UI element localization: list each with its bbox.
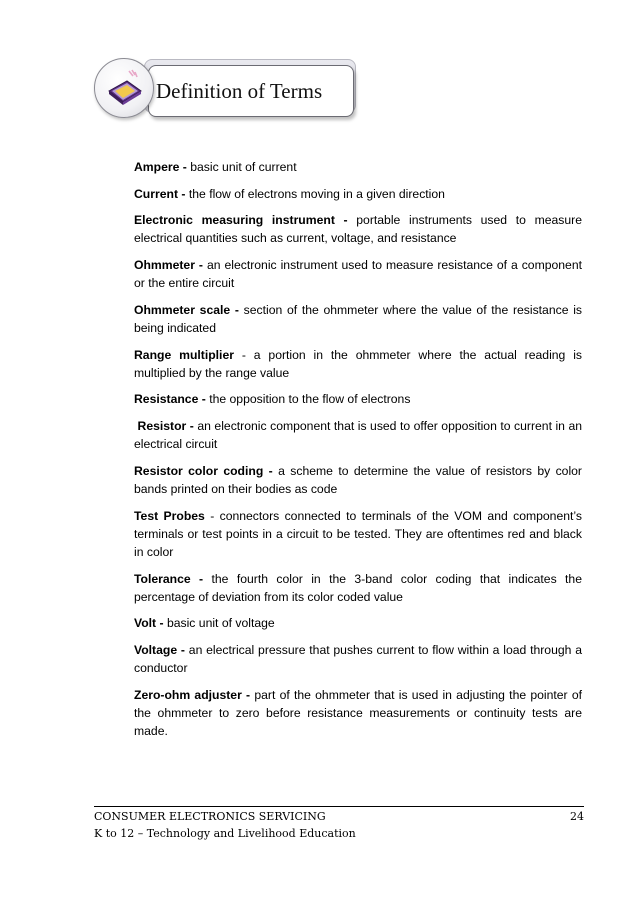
definition-term: Range multiplier (134, 347, 234, 362)
definition-term: Resistance - (134, 392, 206, 407)
definition-text: section of the ohmmeter where the value of the resistance is being indicated (134, 302, 582, 335)
definition-item (134, 507, 582, 562)
page-footer (94, 806, 584, 842)
definition-text: an electrical pressure that pushes current to flow within a load through a conductor (134, 642, 583, 676)
definition-term: Volt - (134, 616, 164, 631)
definition-item (134, 390, 582, 408)
section-title: Definition of Terms (156, 79, 323, 103)
definition-item (134, 346, 582, 382)
book-icon (103, 67, 145, 109)
definition-term: Voltage - (134, 642, 185, 657)
definitions-list (134, 158, 582, 749)
definition-text: a scheme to determine the value of resistors by color bands printed on their bodies as code (134, 463, 582, 496)
definition-text: the fourth color in the 3-band color coding that indicates the percentage of deviation from its color coded value (134, 571, 582, 604)
definition-term: Ohmmeter - (134, 257, 203, 272)
section-banner (94, 55, 364, 125)
definition-item (134, 256, 582, 292)
definition-text: an electronic component that is used to offer opposition to current in an electrical circuit (134, 418, 583, 452)
footer-program: K to 12 – Technology and Livelihood Education (94, 827, 356, 840)
definition-term: Tolerance - (134, 571, 204, 586)
definition-term: Ampere - (134, 160, 187, 174)
footer-row (94, 808, 584, 825)
definition-text: - connectors connected to terminals of the VOM and component’s terminals or test points in a circuit to be tested. They are oftentimes red and black in color (134, 508, 582, 559)
definition-item (134, 686, 582, 741)
definition-text: - a portion in the ohmmeter where the actual reading is multiplied by the range value (134, 347, 583, 380)
definition-term: Resistor - (137, 418, 194, 433)
definition-term: Electronic measuring instrument - (134, 213, 348, 228)
footer-course: CONSUMER ELECTRONICS SERVICING (94, 810, 326, 823)
definition-term: Resistor color coding - (134, 463, 273, 478)
definition-term: Test Probes (134, 508, 205, 523)
definition-term: Zero-ohm adjuster - (134, 687, 251, 702)
definition-term: Current - (134, 186, 186, 201)
definition-item (134, 211, 582, 247)
definition-item (134, 462, 582, 498)
definition-item (134, 301, 582, 337)
definition-text: the opposition to the flow of electrons (209, 392, 411, 407)
definition-text: portable instruments used to measure electrical quantities such as current, voltage, and resistance (134, 213, 583, 246)
definition-term: Ohmmeter scale - (134, 302, 239, 317)
definition-item (134, 614, 582, 632)
definition-text: an electronic instrument used to measure resistance of a component or the entire circuit (134, 257, 583, 291)
definition-item (134, 158, 582, 176)
definition-item (134, 641, 582, 677)
page-number: 24 (570, 810, 584, 823)
definition-text: the flow of electrons moving in a given direction (188, 186, 445, 201)
definition-text: part of the ohmmeter that is used in adjusting the pointer of the ohmmeter to zero before resistance measurements or continuity tests are made. (134, 687, 583, 739)
definition-item (134, 185, 582, 203)
definition-text: basic unit of current (190, 160, 297, 174)
definition-item (134, 417, 582, 453)
definition-item (134, 570, 582, 606)
banner-icon-badge (94, 58, 154, 118)
definition-text: basic unit of voltage (166, 616, 275, 631)
